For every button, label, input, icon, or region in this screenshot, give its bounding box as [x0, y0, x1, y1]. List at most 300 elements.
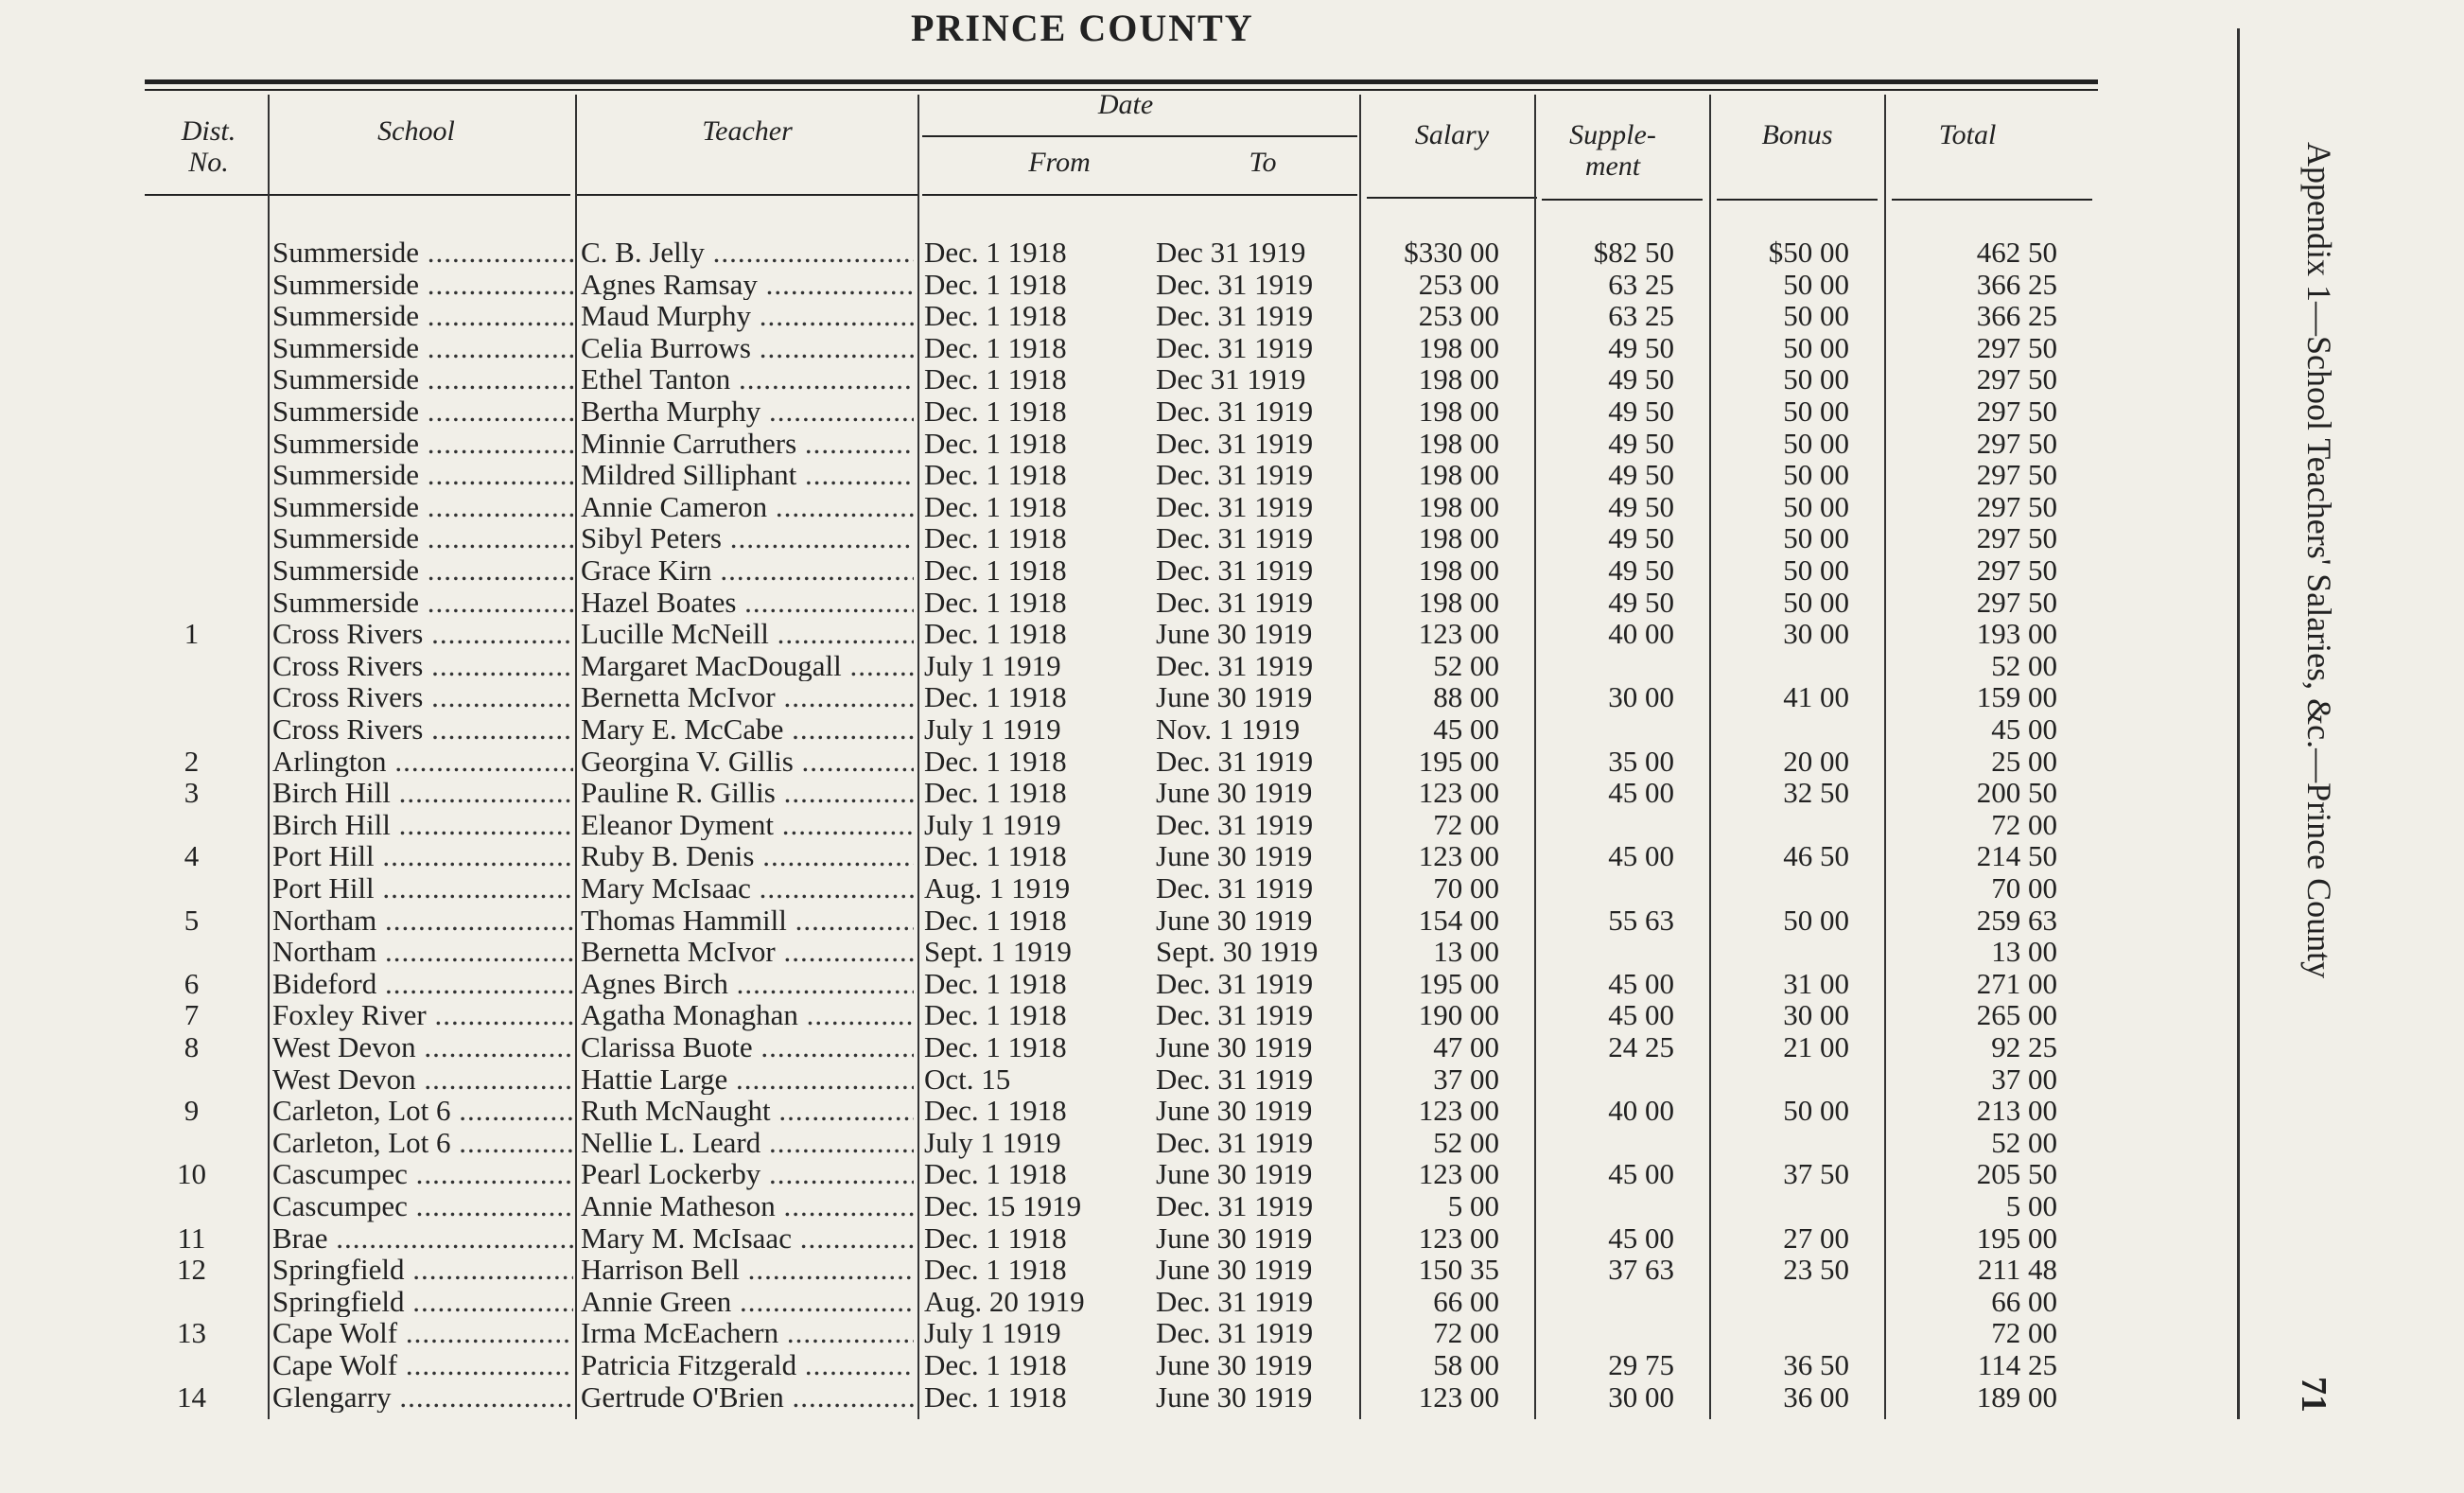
school-cell: Bideford ..... [272, 968, 573, 1000]
bonus-cell: 50 00 [1783, 458, 1849, 492]
school-cell: Springfield ..... [272, 1254, 573, 1286]
header-date: Date [1097, 89, 1154, 120]
salary-cell: 154 00 [1418, 903, 1499, 937]
teacher-cell: Maud Murphy ..... [581, 300, 914, 332]
from-date-cell: Dec. 1 1918 [924, 744, 1067, 778]
table-row [0, 681, 2081, 713]
teacher-cell: Nellie L. Leard ..... [581, 1127, 914, 1159]
school-cell: Glengarry ..... [272, 1381, 573, 1414]
table-row [0, 905, 2081, 937]
total-cell: 195 00 [1976, 1221, 2057, 1255]
school-cell: Carleton, Lot 6 ..... [272, 1095, 573, 1127]
table-row [0, 554, 2081, 587]
school-cell: Arlington ..... [272, 746, 573, 778]
bonus-cell: 23 50 [1783, 1253, 1849, 1287]
salary-cell: 5 00 [1447, 1189, 1499, 1222]
total-cell: 297 50 [1976, 395, 2057, 428]
school-cell: Cross Rivers ..... [272, 681, 573, 713]
school-cell: Cross Rivers ..... [272, 713, 573, 746]
from-date-cell: Dec. 1 1918 [924, 362, 1067, 396]
salary-cell: 88 00 [1433, 680, 1499, 714]
salary-cell: 70 00 [1433, 871, 1499, 905]
from-date-cell: Sept. 1 1919 [924, 935, 1072, 969]
school-cell: Summerside ..... [272, 459, 573, 491]
total-cell: 114 25 [1977, 1348, 2057, 1381]
school-cell: Northam ..... [272, 905, 573, 937]
from-date-cell: Dec. 1 1918 [924, 1221, 1067, 1255]
dist-no-cell: 14 [177, 1379, 206, 1414]
salary-cell: 198 00 [1418, 553, 1499, 587]
from-date-cell: July 1 1919 [924, 1125, 1061, 1159]
table-row [0, 1158, 2081, 1190]
dist-no-cell: 3 [183, 776, 200, 810]
from-date-cell: Dec. 1 1918 [924, 1030, 1067, 1063]
salary-cell: 123 00 [1418, 617, 1499, 651]
table-row [0, 1222, 2081, 1255]
date-divider [922, 135, 1357, 137]
teacher-cell: Agnes Birch ..... [581, 968, 914, 1000]
dist-no-cell: 8 [183, 1030, 200, 1063]
teacher-cell: Eleanor Dyment ..... [581, 809, 914, 841]
salary-cell: 66 00 [1433, 1284, 1499, 1318]
supplement-cell: 40 00 [1608, 1094, 1674, 1128]
teacher-cell: Mildred Silliphant ..... [581, 459, 914, 491]
teacher-cell: Mary McIsaac ..... [581, 872, 914, 905]
table-row [0, 428, 2081, 460]
bonus-cell: 50 00 [1783, 395, 1849, 428]
teacher-cell: Pearl Lockerby ..... [581, 1158, 914, 1190]
salary-cell: 123 00 [1418, 1094, 1499, 1128]
total-cell: 213 00 [1976, 1094, 2057, 1128]
school-cell: Birch Hill ..... [272, 777, 573, 809]
to-date-cell: Nov. 1 1919 [1156, 712, 1301, 746]
table-row [0, 968, 2081, 1000]
total-cell: 297 50 [1976, 585, 2057, 619]
salary-cell: 123 00 [1418, 776, 1499, 810]
teacher-cell: Annie Matheson ..... [581, 1190, 914, 1222]
bonus-cell: 36 00 [1783, 1379, 1849, 1414]
from-date-cell: Dec. 1 1918 [924, 680, 1067, 714]
to-date-cell: Dec. 31 1919 [1156, 585, 1314, 619]
salary-cell: 198 00 [1418, 489, 1499, 523]
table-row [0, 237, 2081, 269]
from-date-cell: July 1 1919 [924, 648, 1061, 682]
table-row [0, 1063, 2081, 1096]
table-row [0, 936, 2081, 968]
supplement-cell: 49 50 [1608, 330, 1674, 364]
salary-cell: 198 00 [1418, 330, 1499, 364]
from-date-cell: July 1 1919 [924, 712, 1061, 746]
total-cell: 271 00 [1976, 966, 2057, 1000]
school-cell: Summerside ..... [272, 587, 573, 619]
total-cell: 366 25 [1976, 299, 2057, 333]
table-row [0, 1381, 2081, 1414]
total-cell: 259 63 [1976, 903, 2057, 937]
to-date-cell: June 30 1919 [1156, 1348, 1313, 1381]
total-cell: 25 00 [1991, 744, 2057, 778]
bonus-cell: 41 00 [1783, 680, 1849, 714]
header-total: Total [1938, 119, 1997, 150]
total-cell: 92 25 [1991, 1030, 2057, 1063]
school-cell: Summerside ..... [272, 269, 573, 301]
teacher-cell: C. B. Jelly ..... [581, 237, 914, 269]
header-underline [577, 194, 917, 196]
to-date-cell: June 30 1919 [1156, 839, 1313, 873]
salary-cell: 198 00 [1418, 426, 1499, 460]
salary-cell: 58 00 [1433, 1348, 1499, 1381]
supplement-cell: 45 00 [1608, 998, 1674, 1032]
bonus-cell: 37 50 [1783, 1157, 1849, 1191]
to-date-cell: June 30 1919 [1156, 1379, 1313, 1414]
teacher-cell: Patricia Fitzgerald ..... [581, 1349, 914, 1381]
to-date-cell: Dec. 31 1919 [1156, 966, 1314, 1000]
from-date-cell: Dec. 1 1918 [924, 267, 1067, 301]
table-row [0, 1254, 2081, 1286]
to-date-cell: Dec 31 1919 [1156, 236, 1306, 269]
salary-cell: 52 00 [1433, 648, 1499, 682]
header-bonus: Bonus [1761, 119, 1833, 150]
school-cell: Port Hill ..... [272, 840, 573, 872]
dist-no-cell: 5 [183, 903, 200, 937]
to-date-cell: Dec. 31 1919 [1156, 489, 1314, 523]
salary-cell: 37 00 [1433, 1062, 1499, 1096]
salary-cell: 52 00 [1433, 1125, 1499, 1159]
school-cell: Summerside ..... [272, 332, 573, 364]
supplement-cell: 63 25 [1608, 299, 1674, 333]
salary-cell: 123 00 [1418, 1379, 1499, 1414]
total-cell: 297 50 [1976, 330, 2057, 364]
bonus-cell: 50 00 [1783, 553, 1849, 587]
table-row [0, 395, 2081, 428]
school-cell: Northam ..... [272, 936, 573, 968]
salary-cell: 72 00 [1433, 1316, 1499, 1350]
school-cell: West Devon ..... [272, 1063, 573, 1096]
dist-no-cell: 2 [183, 744, 200, 778]
bonus-cell: 50 00 [1783, 426, 1849, 460]
to-date-cell: June 30 1919 [1156, 903, 1313, 937]
header-underline [1717, 199, 1878, 201]
teacher-cell: Annie Green ..... [581, 1286, 914, 1318]
school-cell: Cascumpec ..... [272, 1190, 573, 1222]
school-cell: Foxley River ..... [272, 999, 573, 1031]
to-date-cell: Dec. 31 1919 [1156, 458, 1314, 492]
header-underline [145, 194, 570, 196]
teacher-cell: Gertrude O'Brien ..... [581, 1381, 914, 1414]
header-underline [1892, 199, 2092, 201]
bonus-cell: 31 00 [1783, 966, 1849, 1000]
from-date-cell: Dec. 1 1918 [924, 299, 1067, 333]
dist-no-cell: 13 [177, 1316, 206, 1350]
dist-no-cell: 6 [183, 966, 200, 1000]
dist-no-cell: 12 [177, 1253, 206, 1287]
total-cell: 72 00 [1991, 807, 2057, 841]
from-date-cell: Dec. 1 1918 [924, 776, 1067, 810]
teacher-cell: Mary M. McIsaac ..... [581, 1222, 914, 1255]
from-date-cell: Dec. 1 1918 [924, 1379, 1067, 1414]
teacher-cell: Ruth McNaught ..... [581, 1095, 914, 1127]
table-row [0, 332, 2081, 364]
supplement-cell: 49 50 [1608, 395, 1674, 428]
supplement-cell: 24 25 [1608, 1030, 1674, 1063]
school-cell: Summerside ..... [272, 395, 573, 428]
from-date-cell: Dec. 1 1918 [924, 1094, 1067, 1128]
salary-cell: 190 00 [1418, 998, 1499, 1032]
bonus-cell: 50 00 [1783, 903, 1849, 937]
dist-no-cell: 11 [177, 1221, 206, 1255]
to-date-cell: Dec 31 1919 [1156, 362, 1306, 396]
total-cell: 297 50 [1976, 362, 2057, 396]
header-underline [922, 194, 1357, 196]
from-date-cell: Dec. 1 1918 [924, 617, 1067, 651]
school-cell: Port Hill ..... [272, 872, 573, 905]
to-date-cell: June 30 1919 [1156, 1221, 1313, 1255]
salary-cell: 45 00 [1433, 712, 1499, 746]
total-cell: 366 25 [1976, 267, 2057, 301]
salary-cell: 198 00 [1418, 585, 1499, 619]
teacher-cell: Grace Kirn ..... [581, 554, 914, 587]
teacher-cell: Lucille McNeill ..... [581, 618, 914, 650]
teacher-cell: Agatha Monaghan ..... [581, 999, 914, 1031]
dist-no-cell: 7 [183, 998, 200, 1032]
header-teacher: Teacher [702, 115, 793, 147]
salary-cell: 195 00 [1418, 966, 1499, 1000]
to-date-cell: June 30 1919 [1156, 1094, 1313, 1128]
total-cell: 214 50 [1976, 839, 2057, 873]
teacher-cell: Mary E. McCabe ..... [581, 713, 914, 746]
supplement-cell: 45 00 [1608, 1221, 1674, 1255]
total-cell: 265 00 [1976, 998, 2057, 1032]
bonus-cell: $50 00 [1768, 236, 1849, 269]
to-date-cell: June 30 1919 [1156, 680, 1313, 714]
teacher-cell: Hazel Boates ..... [581, 587, 914, 619]
to-date-cell: Dec. 31 1919 [1156, 395, 1314, 428]
salary-cell: 123 00 [1418, 1157, 1499, 1191]
supplement-cell: $82 50 [1593, 236, 1674, 269]
table-row [0, 587, 2081, 619]
school-cell: Summerside ..... [272, 428, 573, 460]
salary-cell: 13 00 [1433, 935, 1499, 969]
supplement-cell: 45 00 [1608, 839, 1674, 873]
total-cell: 66 00 [1991, 1284, 2057, 1318]
supplement-cell: 30 00 [1608, 1379, 1674, 1414]
header-salary: Salary [1414, 119, 1490, 150]
total-cell: 159 00 [1976, 680, 2057, 714]
table-row [0, 840, 2081, 872]
to-date-cell: Dec. 31 1919 [1156, 807, 1314, 841]
table-row [0, 269, 2081, 301]
to-date-cell: Dec. 31 1919 [1156, 1316, 1314, 1350]
total-cell: 52 00 [1991, 1125, 2057, 1159]
supplement-cell: 49 50 [1608, 458, 1674, 492]
dist-no-cell: 9 [183, 1094, 200, 1128]
school-cell: West Devon ..... [272, 1031, 573, 1063]
dist-no-cell: 4 [183, 839, 200, 873]
from-date-cell: Dec. 1 1918 [924, 1348, 1067, 1381]
supplement-cell: 49 50 [1608, 585, 1674, 619]
from-date-cell: Dec. 1 1918 [924, 1253, 1067, 1287]
bonus-cell: 50 00 [1783, 585, 1849, 619]
total-cell: 211 48 [1977, 1253, 2057, 1287]
table-row [0, 777, 2081, 809]
school-cell: Birch Hill ..... [272, 809, 573, 841]
table-row [0, 522, 2081, 554]
to-date-cell: Sept. 30 1919 [1156, 935, 1319, 969]
dist-no-cell: 1 [183, 617, 200, 651]
header-to: To [1249, 147, 1277, 178]
from-date-cell: Dec. 1 1918 [924, 236, 1067, 269]
supplement-cell: 49 50 [1608, 426, 1674, 460]
top-rule-thick [145, 79, 2098, 84]
to-date-cell: June 30 1919 [1156, 1253, 1313, 1287]
bonus-cell: 30 00 [1783, 998, 1849, 1032]
to-date-cell: June 30 1919 [1156, 617, 1313, 651]
supplement-cell: 45 00 [1608, 1157, 1674, 1191]
to-date-cell: Dec. 31 1919 [1156, 1284, 1314, 1318]
table-row [0, 1190, 2081, 1222]
teacher-cell: Sibyl Peters ..... [581, 522, 914, 554]
salary-cell: 198 00 [1418, 521, 1499, 555]
from-date-cell: Dec. 1 1918 [924, 998, 1067, 1032]
total-cell: 5 00 [2005, 1189, 2057, 1222]
salary-cell: 198 00 [1418, 458, 1499, 492]
teacher-cell: Margaret MacDougall ..... [581, 650, 914, 682]
page-number: 71 [2294, 1377, 2333, 1413]
to-date-cell: Dec. 31 1919 [1156, 521, 1314, 555]
side-caption: Appendix 1—School Teachers' Salaries, &c.—Prince County [2300, 142, 2338, 979]
supplement-cell: 37 63 [1608, 1253, 1674, 1287]
school-cell: Summerside ..... [272, 237, 573, 269]
table-row [0, 1349, 2081, 1381]
table-row [0, 1127, 2081, 1159]
salary-cell: 72 00 [1433, 807, 1499, 841]
page-title: PRINCE COUNTY [911, 7, 1254, 49]
from-date-cell: Oct. 15 [924, 1062, 1011, 1096]
to-date-cell: Dec. 31 1919 [1156, 553, 1314, 587]
from-date-cell: Aug. 1 1919 [924, 871, 1071, 905]
bonus-cell: 21 00 [1783, 1030, 1849, 1063]
header-underline [1367, 197, 1537, 199]
supplement-cell: 29 75 [1608, 1348, 1674, 1381]
from-date-cell: Dec. 1 1918 [924, 426, 1067, 460]
supplement-cell: 30 00 [1608, 680, 1674, 714]
bonus-cell: 50 00 [1783, 330, 1849, 364]
supplement-cell: 49 50 [1608, 362, 1674, 396]
header-school: School [377, 115, 455, 147]
teacher-cell: Ruby B. Denis ..... [581, 840, 914, 872]
from-date-cell: Dec. 1 1918 [924, 553, 1067, 587]
teacher-cell: Thomas Hammill ..... [581, 905, 914, 937]
salary-cell: 198 00 [1418, 362, 1499, 396]
teacher-cell: Irma McEachern ..... [581, 1317, 914, 1349]
table-row [0, 491, 2081, 523]
dist-no-cell: 10 [177, 1157, 206, 1191]
to-date-cell: Dec. 31 1919 [1156, 871, 1314, 905]
from-date-cell: Dec. 1 1918 [924, 330, 1067, 364]
table-row [0, 363, 2081, 395]
salary-cell: 47 00 [1433, 1030, 1499, 1063]
school-cell: Cross Rivers ..... [272, 618, 573, 650]
bonus-cell: 27 00 [1783, 1221, 1849, 1255]
bonus-cell: 50 00 [1783, 489, 1849, 523]
teacher-cell: Bernetta McIvor ..... [581, 936, 914, 968]
table-row [0, 300, 2081, 332]
school-cell: Cape Wolf ..... [272, 1349, 573, 1381]
bonus-cell: 32 50 [1783, 776, 1849, 810]
supplement-cell: 40 00 [1608, 617, 1674, 651]
salary-cell: 253 00 [1418, 267, 1499, 301]
to-date-cell: Dec. 31 1919 [1156, 299, 1314, 333]
to-date-cell: Dec. 31 1919 [1156, 648, 1314, 682]
salary-cell: 123 00 [1418, 839, 1499, 873]
teacher-cell: Ethel Tanton ..... [581, 363, 914, 395]
to-date-cell: June 30 1919 [1156, 1030, 1313, 1063]
total-cell: 70 00 [1991, 871, 2057, 905]
school-cell: Cape Wolf ..... [272, 1317, 573, 1349]
total-cell: 13 00 [1991, 935, 2057, 969]
table-row [0, 713, 2081, 746]
school-cell: Summerside ..... [272, 522, 573, 554]
table-row [0, 459, 2081, 491]
salary-cell: 123 00 [1418, 1221, 1499, 1255]
total-cell: 297 50 [1976, 553, 2057, 587]
total-cell: 297 50 [1976, 426, 2057, 460]
teacher-cell: Celia Burrows ..... [581, 332, 914, 364]
bonus-cell: 36 50 [1783, 1348, 1849, 1381]
page-right-border [2237, 28, 2240, 1419]
from-date-cell: Dec. 1 1918 [924, 903, 1067, 937]
table-row [0, 872, 2081, 905]
to-date-cell: June 30 1919 [1156, 1157, 1313, 1191]
bonus-cell: 30 00 [1783, 617, 1849, 651]
to-date-cell: Dec. 31 1919 [1156, 1125, 1314, 1159]
to-date-cell: Dec. 31 1919 [1156, 1062, 1314, 1096]
from-date-cell: Aug. 20 1919 [924, 1284, 1085, 1318]
from-date-cell: July 1 1919 [924, 807, 1061, 841]
teacher-cell: Agnes Ramsay ..... [581, 269, 914, 301]
salary-cell: 195 00 [1418, 744, 1499, 778]
teacher-cell: Minnie Carruthers ..... [581, 428, 914, 460]
from-date-cell: Dec. 15 1919 [924, 1189, 1082, 1222]
total-cell: 200 50 [1976, 776, 2057, 810]
table-row [0, 1031, 2081, 1063]
total-cell: 37 00 [1991, 1062, 2057, 1096]
to-date-cell: Dec. 31 1919 [1156, 998, 1314, 1032]
from-date-cell: July 1 1919 [924, 1316, 1061, 1350]
table-row [0, 809, 2081, 841]
from-date-cell: Dec. 1 1918 [924, 1157, 1067, 1191]
total-cell: 189 00 [1976, 1379, 2057, 1414]
total-cell: 297 50 [1976, 458, 2057, 492]
supplement-cell: 49 50 [1608, 553, 1674, 587]
bonus-cell: 20 00 [1783, 744, 1849, 778]
supplement-cell: 45 00 [1608, 776, 1674, 810]
to-date-cell: Dec. 31 1919 [1156, 330, 1314, 364]
teacher-cell: Annie Cameron ..... [581, 491, 914, 523]
total-cell: 297 50 [1976, 521, 2057, 555]
from-date-cell: Dec. 1 1918 [924, 966, 1067, 1000]
salary-cell: $330 00 [1404, 236, 1499, 269]
bonus-cell: 50 00 [1783, 1094, 1849, 1128]
header-from: From [1028, 147, 1091, 178]
table-row [0, 1095, 2081, 1127]
bonus-cell: 50 00 [1783, 521, 1849, 555]
teacher-cell: Hattie Large ..... [581, 1063, 914, 1096]
salary-cell: 150 35 [1418, 1253, 1499, 1287]
supplement-cell: 63 25 [1608, 267, 1674, 301]
school-cell: Summerside ..... [272, 491, 573, 523]
header-dist-no: Dist. No. [181, 115, 236, 178]
table-row [0, 618, 2081, 650]
